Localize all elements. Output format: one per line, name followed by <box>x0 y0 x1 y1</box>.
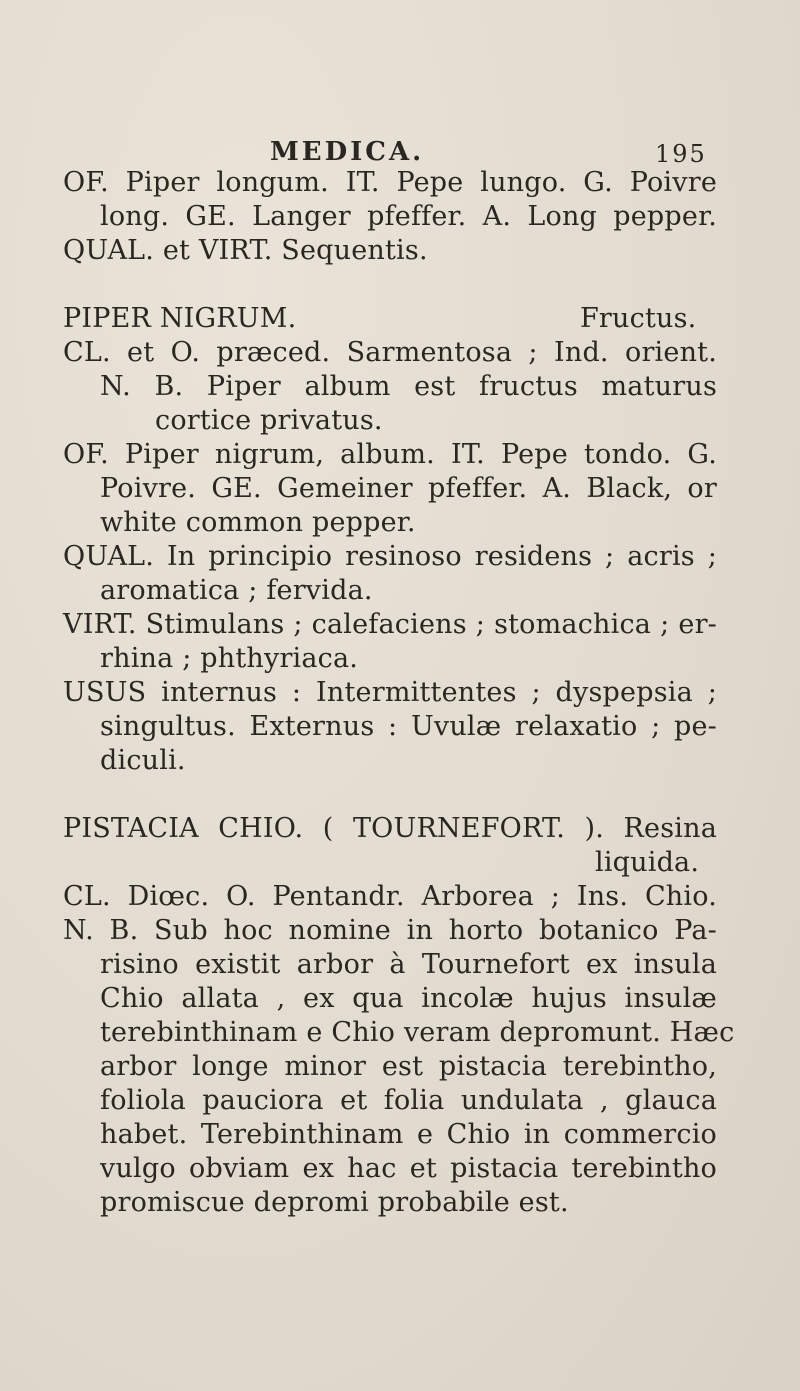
piper-nigrum-title: PIPER NIGRUM. <box>63 303 297 334</box>
piper-nigrum-usus-line-2: singultus. Externus : Uvulæ relaxatio ; pe- <box>100 711 717 742</box>
piper-nigrum-usus-line-3: diculi. <box>100 745 186 776</box>
piper-nigrum-cl: CL. et O. præced. Sarmentosa ; Ind. orient. <box>63 337 717 368</box>
long-pepper-of-line-1: OF. Piper longum. IT. Pepe lungo. G. Poivre <box>63 167 717 198</box>
piper-nigrum-part: Fructus. <box>580 303 697 334</box>
piper-nigrum-of-line-2: Poivre. GE. Gemeiner pfeffer. A. Black, or <box>100 473 717 504</box>
pistacia-nb-line-1: N. B. Sub hoc nomine in horto botanico Pa- <box>63 915 717 946</box>
pistacia-nb-line-4: terebinthinam e Chio veram depromunt. Hæc <box>100 1017 735 1048</box>
pistacia-nb-line-8: vulgo obviam ex hac et pistacia terebintho <box>100 1153 717 1184</box>
running-title: MEDICA. <box>270 137 425 167</box>
pistacia-nb-line-3: Chio allata , ex qua incolæ hujus insulæ <box>100 983 717 1014</box>
pistacia-nb-line-6: foliola pauciora et folia undulata , glauca <box>100 1085 717 1116</box>
page-number: 195 <box>655 140 707 168</box>
pistacia-cl: CL. Diœc. O. Pentandr. Arborea ; Ins. Chio. <box>63 881 717 912</box>
piper-nigrum-qual-line-1: QUAL. In principio resinoso residens ; acris ; <box>63 541 717 572</box>
long-pepper-of-line-2: long. GE. Langer pfeffer. A. Long pepper. <box>100 201 717 232</box>
piper-nigrum-virt-line-1: VIRT. Stimulans ; calefaciens ; stomachica ; er- <box>63 609 717 640</box>
pistacia-nb-line-2: risino existit arbor à Tournefort ex insula <box>100 949 717 980</box>
piper-nigrum-usus-line-1: USUS internus : Intermittentes ; dyspepsia ; <box>63 677 717 708</box>
piper-nigrum-of-line-3: white common pepper. <box>100 507 416 538</box>
piper-nigrum-nb-line-2: cortice privatus. <box>155 405 383 436</box>
pistacia-part: liquida. <box>595 847 700 878</box>
piper-nigrum-of-line-1: OF. Piper nigrum, album. IT. Pepe tondo. G. <box>63 439 717 470</box>
pistacia-nb-line-9: promiscue depromi probabile est. <box>100 1187 569 1218</box>
piper-nigrum-nb-line-1: N. B. Piper album est fructus maturus <box>100 371 717 402</box>
piper-nigrum-qual-line-2: aromatica ; fervida. <box>100 575 373 606</box>
long-pepper-qual-virt: QUAL. et VIRT. Sequentis. <box>63 235 428 266</box>
pistacia-title: PISTACIA CHIO. ( TOURNEFORT. ). Resina <box>63 813 717 844</box>
pistacia-nb-line-5: arbor longe minor est pistacia terebintho, <box>100 1051 717 1082</box>
piper-nigrum-virt-line-2: rhina ; phthyriaca. <box>100 643 359 674</box>
pistacia-nb-line-7: habet. Terebinthinam e Chio in commercio <box>100 1119 717 1150</box>
